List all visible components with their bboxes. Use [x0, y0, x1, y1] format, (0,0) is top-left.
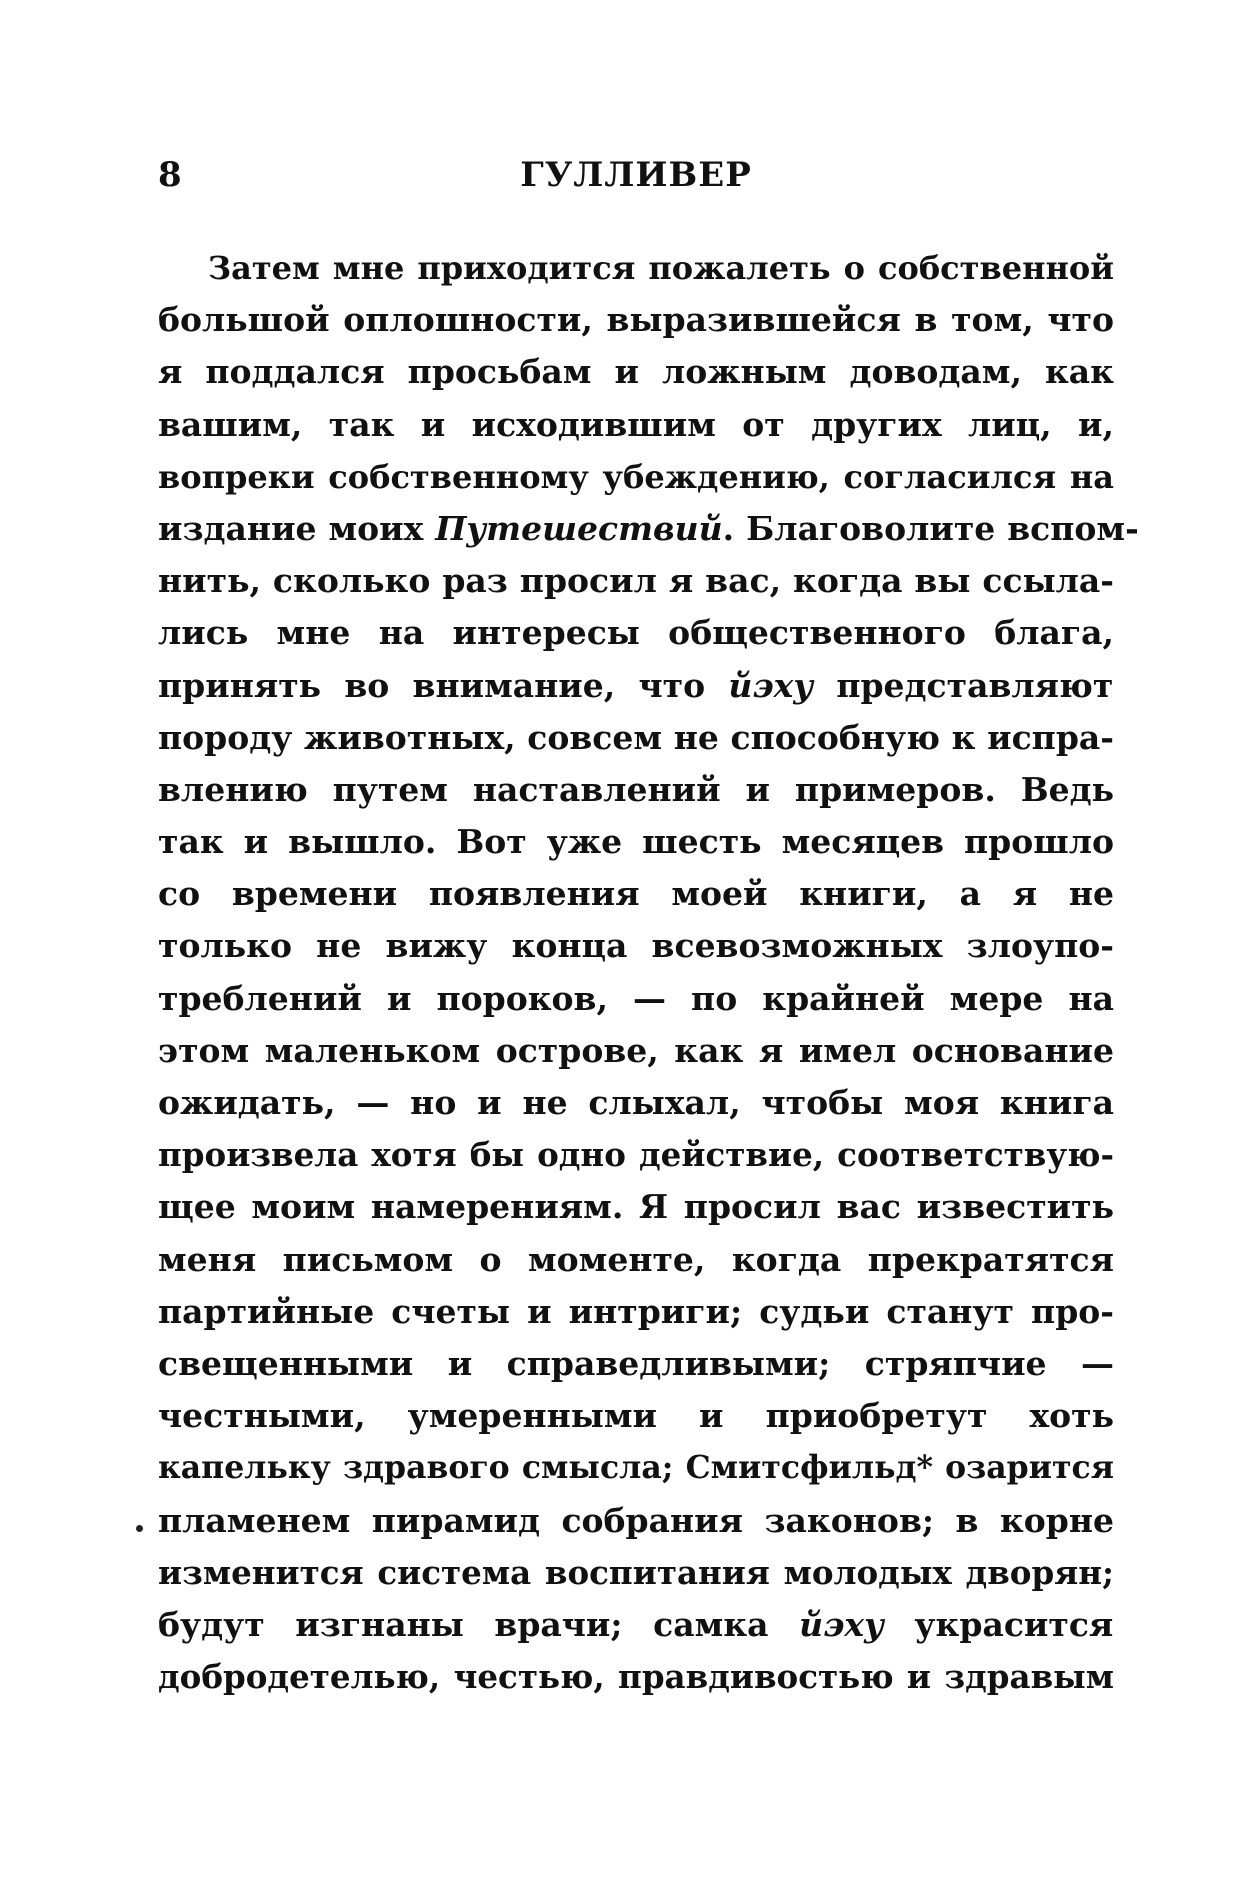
text-line: произвела хотя бы одно действие, соответствую-	[158, 1135, 1114, 1175]
text-line: породу животных, совсем не способную к испра-	[158, 717, 1114, 757]
text-line: треблений и пороков, — по крайней мере на	[158, 978, 1114, 1018]
text-run: принять во внимание, что	[158, 665, 729, 705]
text-line: большой оплошности, выразившейся в том, что	[158, 300, 1114, 340]
text-line: вопреки собственному убеждению, согласился на	[158, 457, 1114, 496]
text-line: влению путем наставлений и примеров. Ведь	[158, 769, 1114, 809]
text-line: меня письмом о моменте, когда прекратятся	[158, 1239, 1114, 1279]
text-line: этом маленьком острове, как я имел основание	[158, 1030, 1114, 1070]
text-line: ожидать, — но и не слыхал, чтобы моя книга	[158, 1083, 1114, 1122]
text-line: со времени появления моей книги, а я не	[158, 874, 1114, 914]
text-run: будут изгнаны врачи; самка	[158, 1604, 800, 1644]
text-run: издание моих	[158, 508, 436, 548]
page-header	[158, 150, 1114, 200]
text-line	[158, 503, 1139, 555]
text-line	[158, 660, 1114, 712]
text-line: честными, умеренными и приобретут хоть	[158, 1396, 1114, 1436]
text-line: добродетелью, честью, правдивостью и здравым	[158, 1657, 1114, 1697]
italic-term: йэху	[728, 665, 814, 705]
italic-title: Путешествий	[435, 508, 723, 548]
text-line: только не вижу конца всевозможных злоупо-	[158, 926, 1114, 966]
text-line: лись мне на интересы общественного блага,	[158, 613, 1114, 653]
running-title: ГУЛЛИВЕР	[520, 155, 752, 195]
text-line: так и вышло. Вот уже шесть месяцев прошло	[158, 822, 1114, 862]
text-line: вашим, так и исходившим от других лиц, и,	[158, 404, 1114, 444]
text-line: щее моим намерениям. Я просил вас известить	[158, 1187, 1114, 1227]
text-line: пламенем пирамид собрания законов; в корне	[158, 1500, 1114, 1540]
text-line: изменится система воспитания молодых дворян;	[158, 1552, 1114, 1592]
text-line: свещенными и справедливыми; стряпчие —	[158, 1343, 1114, 1383]
text-line: капельку здравого смысла; Смитсфильд* озарится	[158, 1449, 1114, 1487]
text-run: представляют	[813, 665, 1114, 705]
text-run: украсится	[883, 1604, 1114, 1644]
text-line: я поддался просьбам и ложным доводам, как	[158, 352, 1114, 392]
text-line	[158, 1599, 1114, 1651]
italic-term: йэху	[799, 1604, 884, 1644]
page-number: 8	[158, 155, 182, 195]
text-line: Затем мне приходится пожалеть о собственной	[208, 249, 1114, 287]
text-line: партийные счеты и интриги; судьи станут про-	[158, 1291, 1114, 1331]
text-line: нить, сколько раз просил я вас, когда вы ссыла-	[158, 561, 1114, 601]
margin-mark	[136, 1525, 143, 1532]
body-text	[158, 242, 1139, 1703]
text-run: . Благоволите вспом-	[722, 508, 1139, 548]
